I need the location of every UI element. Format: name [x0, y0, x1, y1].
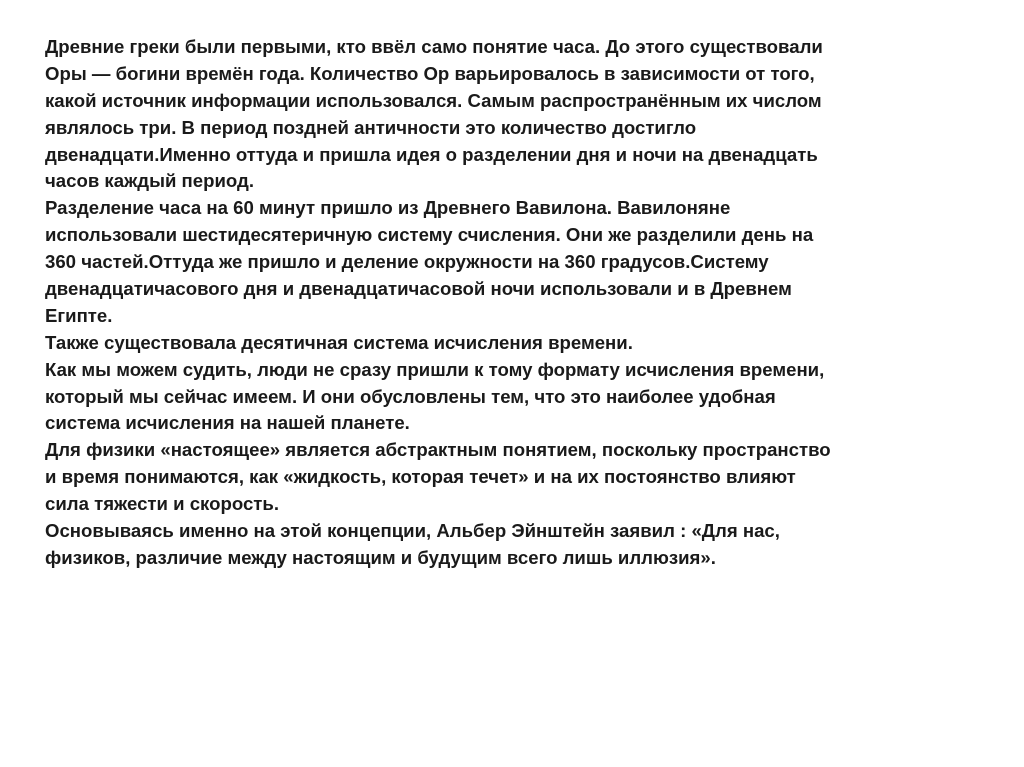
- text-line: Основываясь именно на этой концепции, Альбер Эйнштейн заявил : «Для нас,: [45, 520, 780, 542]
- text-line: Древние греки были первыми, кто ввёл само понятие часа. До этого существовали: [45, 36, 823, 57]
- text-line: 360 частей.Оттуда же пришло и деление окружности на 360 градусов.Систему: [45, 251, 769, 273]
- text-line: и время понимаются, как «жидкость, которая течет» и на их постоянство влияют: [45, 466, 796, 488]
- text-line: физиков, различие между настоящим и будущим всего лишь иллюзия».: [45, 546, 716, 568]
- text-line: который мы сейчас имеем. И они обусловлены тем, что это наиболее удобная: [45, 385, 776, 407]
- text-line: двенадцати.Именно оттуда и пришла идея о разделении дня и ночи на двенадцать: [45, 143, 818, 165]
- text-line: Как мы можем судить, люди не сразу пришли к тому формату исчисления времени,: [45, 358, 825, 380]
- body-text: [45, 34, 1005, 572]
- text-line: являлось три. В период поздней античности это количество достигло: [45, 116, 697, 138]
- text-line: Для физики «настоящее» является абстрактным понятием, поскольку пространство: [45, 439, 831, 461]
- text-line: сила тяжести и скорость.: [45, 493, 279, 515]
- text-line: какой источник информации использовался. Самым распространённым их числом: [45, 89, 822, 111]
- text-line: Разделение часа на 60 минут пришло из Древнего Вавилона. Вавилоняне: [45, 197, 731, 219]
- text-line: Оры — богини времён года. Количество Ор варьировалось в зависимости от того,: [45, 62, 815, 84]
- text-line: Также существовала десятичная система исчисления времени.: [45, 331, 633, 353]
- text-line: двенадцатичасового дня и двенадцатичасовой ночи использовали и в Древнем: [45, 278, 792, 300]
- text-line: Египте.: [45, 304, 113, 326]
- text-line: система исчисления на нашей планете.: [45, 412, 410, 434]
- text-line: часов каждый период.: [45, 170, 254, 192]
- text-line: использовали шестидесятеричную систему счисления. Они же разделили день на: [45, 224, 814, 246]
